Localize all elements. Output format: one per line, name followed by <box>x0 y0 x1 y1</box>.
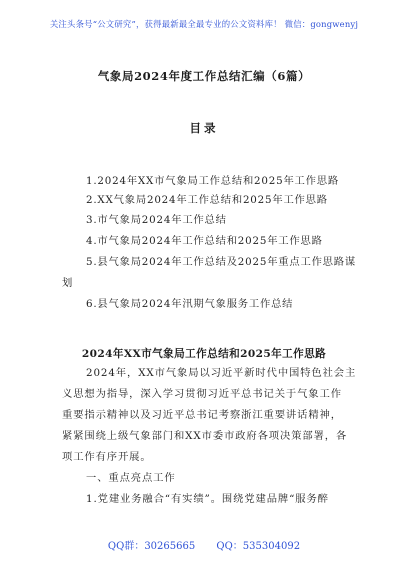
body-paragraph-line: 紧紧围绕上级气象部门和XX市委市政府各项决策部署，各 <box>62 430 348 442</box>
footer-qq-contact[interactable]: QQ：535304092 <box>216 541 301 552</box>
toc-item[interactable]: 1.2024年XX市气象局工作总结和2025年工作思路 <box>86 175 339 187</box>
toc-heading: 目录 <box>189 121 219 135</box>
section-title: 2024年XX市气象局工作总结和2025年工作思路 <box>81 348 327 360</box>
footer-qq-group[interactable]: QQ群：30265665 <box>107 541 196 552</box>
toc-item[interactable]: 4.市气象局2024年工作总结和2025年工作思路 <box>86 235 323 247</box>
toc-item[interactable]: 6.县气象局2024年汛期气象服务工作总结 <box>86 298 294 310</box>
document-title: 气象局2024年度工作总结汇编（6篇） <box>97 69 311 83</box>
body-paragraph-line: 1.党建业务融合“有实绩”。围绕党建品牌“服务醉 <box>86 493 329 505</box>
body-paragraph-line: 义思想为指导，深入学习贯彻习近平总书记关于气象工作 <box>62 388 342 400</box>
toc-item[interactable]: 2.XX气象局2024年工作总结和2025年工作思路 <box>86 194 328 206</box>
toc-item-continuation[interactable]: 划 <box>62 277 73 289</box>
body-paragraph-line: 项工作有序开展。 <box>62 451 152 463</box>
footer-contacts <box>0 537 408 552</box>
toc-item[interactable]: 3.市气象局2024年工作总结 <box>86 214 227 226</box>
toc-item[interactable]: 5.县气象局2024年工作总结及2025年重点工作思路谋 <box>86 256 356 268</box>
promo-banner: 关注头条号“公文研究”，获得最新最全最专业的公文资料库！ 微信：gongwenyj <box>49 19 359 29</box>
subheading: 一、重点亮点工作 <box>86 472 176 484</box>
body-paragraph-line: 2024年，XX市气象局以习近平新时代中国特色社会主 <box>86 367 357 379</box>
body-paragraph-line: 重要指示精神以及习近平总书记考察浙江重要讲话精神， <box>62 409 342 421</box>
